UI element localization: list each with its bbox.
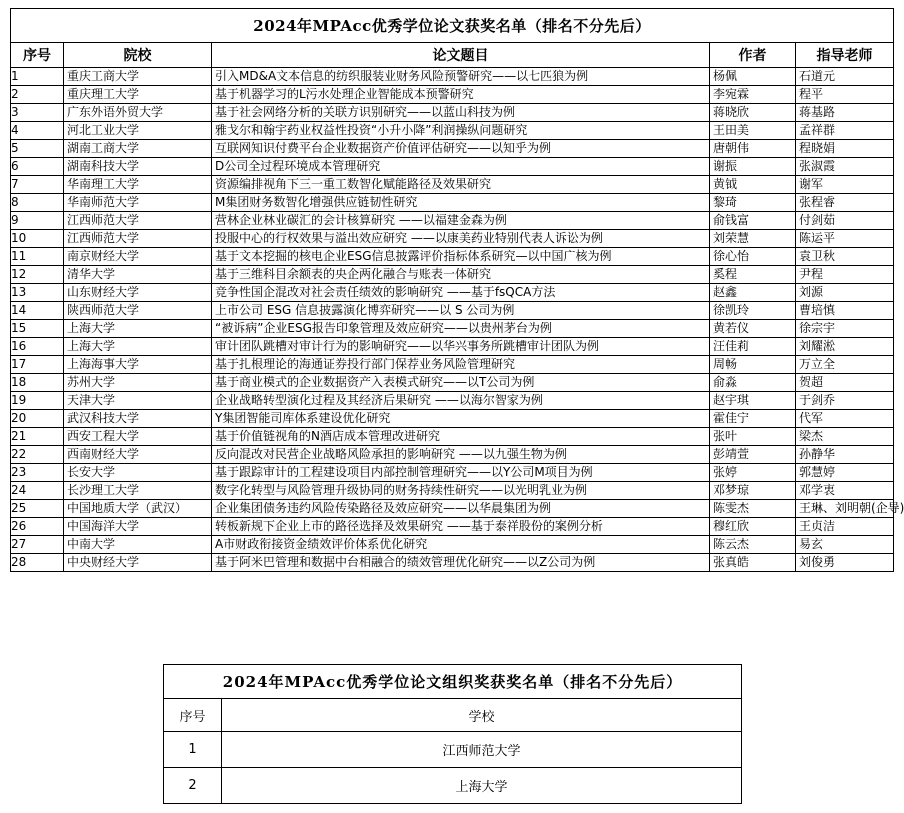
- award-cell-thesis-title: D公司全过程环境成本管理研究: [212, 158, 710, 176]
- award-cell-author: 赵宇琪: [710, 392, 796, 410]
- award-cell-school: 湖南工商大学: [64, 140, 212, 158]
- award-cell-thesis-title: Y集团智能司库体系建设优化研究: [212, 410, 710, 428]
- award-row: [11, 320, 894, 338]
- award-cell-school: 苏州大学: [64, 374, 212, 392]
- header-advisor: 指导老师: [796, 43, 894, 68]
- header-index: 序号: [11, 43, 64, 68]
- award-cell-author: 张真皓: [710, 554, 796, 572]
- award-cell-advisor: 邓学衷: [796, 482, 894, 500]
- award-row: [11, 68, 894, 86]
- award-cell-advisor: 刘耀淞: [796, 338, 894, 356]
- award-cell-index: 14: [11, 302, 64, 320]
- award-cell-author: 张叶: [710, 428, 796, 446]
- award-cell-index: 16: [11, 338, 64, 356]
- award-cell-advisor: 刘源: [796, 284, 894, 302]
- award-cell-thesis-title: 投服中心的行权效果与溢出效应研究 ——以康美药业特别代表人诉讼为例: [212, 230, 710, 248]
- award-cell-author: 徐心怡: [710, 248, 796, 266]
- award-row: [11, 176, 894, 194]
- award-cell-thesis-title: 雅戈尔和翰宇药业权益性投资“小升小降”利润操纵问题研究: [212, 122, 710, 140]
- award-cell-thesis-title: 营林企业林业碳汇的会计核算研究 ——以福建金森为例: [212, 212, 710, 230]
- award-row: [11, 122, 894, 140]
- award-cell-advisor: 张程睿: [796, 194, 894, 212]
- award-cell-author: 黎琦: [710, 194, 796, 212]
- award-cell-school: 河北工业大学: [64, 122, 212, 140]
- award-row: [11, 248, 894, 266]
- award-cell-thesis-title: 基于三维科目余额表的央企两化融合与账表一体研究: [212, 266, 710, 284]
- award-cell-author: 俞钱富: [710, 212, 796, 230]
- award-row: [11, 104, 894, 122]
- award-cell-thesis-title: 基于机器学习的L污水处理企业智能成本预警研究: [212, 86, 710, 104]
- award-cell-author: 张婷: [710, 464, 796, 482]
- award-cell-thesis-title: 企业集团债务违约风险传染路径及效应研究——以华晨集团为例: [212, 500, 710, 518]
- award-cell-advisor: 蒋基路: [796, 104, 894, 122]
- award-cell-school: 陕西师范大学: [64, 302, 212, 320]
- award-cell-advisor: 郭慧婷: [796, 464, 894, 482]
- award-cell-index: 21: [11, 428, 64, 446]
- award-cell-author: 汪佳莉: [710, 338, 796, 356]
- award-cell-advisor: 石道元: [796, 68, 894, 86]
- award-cell-index: 5: [11, 140, 64, 158]
- award-cell-author: 穆红欣: [710, 518, 796, 536]
- org-award-cell-school: 上海大学: [222, 768, 742, 804]
- org-award-row: [164, 732, 742, 768]
- award-cell-index: 27: [11, 536, 64, 554]
- award-cell-advisor: 徐宗宇: [796, 320, 894, 338]
- award-cell-author: 谢振: [710, 158, 796, 176]
- award-cell-index: 10: [11, 230, 64, 248]
- award-cell-index: 25: [11, 500, 64, 518]
- award-cell-index: 2: [11, 86, 64, 104]
- award-cell-index: 19: [11, 392, 64, 410]
- award-cell-advisor: 张淑霞: [796, 158, 894, 176]
- org-award-cell-index: 1: [164, 732, 222, 768]
- award-row: [11, 158, 894, 176]
- award-cell-index: 22: [11, 446, 64, 464]
- award-row: [11, 266, 894, 284]
- award-cell-school: 西南财经大学: [64, 446, 212, 464]
- award-cell-thesis-title: 基于社会网络分析的关联方识别研究——以蓝山科技为例: [212, 104, 710, 122]
- award-cell-school: 中国海洋大学: [64, 518, 212, 536]
- header-author: 作者: [710, 43, 796, 68]
- award-cell-advisor: 代军: [796, 410, 894, 428]
- award-cell-thesis-title: 数字化转型与风险管理升级协同的财务持续性研究——以光明乳业为例: [212, 482, 710, 500]
- award-cell-thesis-title: 上市公司 ESG 信息披露演化博弈研究——以 S 公司为例: [212, 302, 710, 320]
- award-cell-school: 长安大学: [64, 464, 212, 482]
- award-cell-author: 唐朝伟: [710, 140, 796, 158]
- award-cell-author: 俞淼: [710, 374, 796, 392]
- award-cell-advisor: 梁杰: [796, 428, 894, 446]
- award-cell-index: 7: [11, 176, 64, 194]
- award-cell-thesis-title: 企业战略转型演化过程及其经济后果研究 ——以海尔智家为例: [212, 392, 710, 410]
- award-cell-advisor: 贺超: [796, 374, 894, 392]
- award-cell-index: 12: [11, 266, 64, 284]
- award-row: [11, 446, 894, 464]
- award-cell-thesis-title: 基于扎根理论的海通证券投行部门保荐业务风险管理研究: [212, 356, 710, 374]
- award-cell-thesis-title: 资源编排视角下三一重工数智化赋能路径及效果研究: [212, 176, 710, 194]
- award-cell-index: 15: [11, 320, 64, 338]
- award-cell-advisor: 于剑乔: [796, 392, 894, 410]
- award-cell-advisor: 程平: [796, 86, 894, 104]
- award-cell-school: 西安工程大学: [64, 428, 212, 446]
- award-cell-thesis-title: 基于价值链视角的N酒店成本管理改进研究: [212, 428, 710, 446]
- award-cell-school: 重庆理工大学: [64, 86, 212, 104]
- award-cell-school: 江西师范大学: [64, 212, 212, 230]
- award-cell-advisor: 孟祥群: [796, 122, 894, 140]
- award-row: [11, 554, 894, 572]
- award-cell-school: 长沙理工大学: [64, 482, 212, 500]
- award-cell-school: 上海海事大学: [64, 356, 212, 374]
- award-row: [11, 410, 894, 428]
- award-cell-advisor: 易玄: [796, 536, 894, 554]
- award-cell-school: 江西师范大学: [64, 230, 212, 248]
- header-thesis-title: 论文题目: [212, 43, 710, 68]
- award-row: [11, 356, 894, 374]
- award-cell-author: 徐凯玲: [710, 302, 796, 320]
- award-row: [11, 140, 894, 158]
- award-row: [11, 428, 894, 446]
- award-cell-author: 陈云杰: [710, 536, 796, 554]
- award-row: [11, 536, 894, 554]
- award-list-body: [11, 68, 904, 572]
- award-cell-school: 中国地质大学（武汉）: [64, 500, 212, 518]
- award-cell-thesis-title: 审计团队跳槽对审计行为的影响研究——以华兴事务所跳槽审计团队为例: [212, 338, 710, 356]
- award-row: [11, 86, 894, 104]
- award-cell-thesis-title: A市财政衔接资金绩效评价体系优化研究: [212, 536, 710, 554]
- award-cell-author: 杨佩: [710, 68, 796, 86]
- award-cell-advisor: 谢军: [796, 176, 894, 194]
- org-award-cell-school: 江西师范大学: [222, 732, 742, 768]
- org-award-body: [164, 732, 742, 804]
- award-cell-thesis-title: “被诉病”企业ESG报告印象管理及效应研究——以贵州茅台为例: [212, 320, 710, 338]
- award-cell-school: 华南师范大学: [64, 194, 212, 212]
- header-school: 院校: [64, 43, 212, 68]
- award-row: [11, 392, 894, 410]
- award-cell-thesis-title: M集团财务数智化增强供应链韧性研究: [212, 194, 710, 212]
- award-cell-school: 华南理工大学: [64, 176, 212, 194]
- award-cell-author: 彭靖萱: [710, 446, 796, 464]
- award-list-title: 2024年MPAcc优秀学位论文获奖名单（排名不分先后）: [11, 9, 894, 43]
- award-cell-school: 广东外语外贸大学: [64, 104, 212, 122]
- award-cell-advisor: 袁卫秋: [796, 248, 894, 266]
- award-cell-advisor: 尹程: [796, 266, 894, 284]
- award-row: [11, 482, 894, 500]
- award-cell-thesis-title: 引入MD&A文本信息的纺织服装业财务风险预警研究——以七匹狼为例: [212, 68, 710, 86]
- award-cell-advisor: 刘俊勇: [796, 554, 894, 572]
- award-cell-author: 黄钺: [710, 176, 796, 194]
- award-cell-advisor: 王琳、刘明朝(企导): [796, 500, 894, 518]
- award-cell-thesis-title: 基于阿米巴管理和数据中台相融合的绩效管理优化研究——以Z公司为例: [212, 554, 710, 572]
- award-cell-index: 18: [11, 374, 64, 392]
- award-cell-thesis-title: 互联网知识付费平台企业数据资产价值评估研究——以知乎为例: [212, 140, 710, 158]
- award-cell-author: 邓梦琼: [710, 482, 796, 500]
- org-award-cell-index: 2: [164, 768, 222, 804]
- award-cell-school: 山东财经大学: [64, 284, 212, 302]
- award-cell-index: 26: [11, 518, 64, 536]
- award-cell-school: 武汉科技大学: [64, 410, 212, 428]
- award-cell-author: 赵鑫: [710, 284, 796, 302]
- award-cell-index: 13: [11, 284, 64, 302]
- award-cell-index: 6: [11, 158, 64, 176]
- award-cell-thesis-title: 基于跟踪审计的工程建设项目内部控制管理研究——以Y公司M项目为例: [212, 464, 710, 482]
- award-row: [11, 338, 894, 356]
- award-cell-advisor: 万立全: [796, 356, 894, 374]
- award-cell-index: 28: [11, 554, 64, 572]
- award-cell-advisor: 陈运平: [796, 230, 894, 248]
- award-cell-thesis-title: 基于文本挖掘的核电企业ESG信息披露评价指标体系研究—以中国广核为例: [212, 248, 710, 266]
- award-row: [11, 230, 894, 248]
- award-row: [11, 194, 894, 212]
- award-cell-author: 霍佳宁: [710, 410, 796, 428]
- award-cell-school: 上海大学: [64, 338, 212, 356]
- award-cell-advisor: 曹培慎: [796, 302, 894, 320]
- award-cell-advisor: 孙静华: [796, 446, 894, 464]
- award-cell-index: 8: [11, 194, 64, 212]
- award-cell-index: 17: [11, 356, 64, 374]
- award-cell-author: 王田美: [710, 122, 796, 140]
- award-row: [11, 212, 894, 230]
- award-cell-thesis-title: 转板新规下企业上市的路径选择及效果研究 ——基于泰祥股份的案例分析: [212, 518, 710, 536]
- org-award-title: 2024年MPAcc优秀学位论文组织奖获奖名单（排名不分先后）: [164, 665, 742, 699]
- award-cell-author: 陈雯杰: [710, 500, 796, 518]
- award-cell-advisor: 付剑茹: [796, 212, 894, 230]
- award-row: [11, 374, 894, 392]
- award-cell-advisor: 王贞洁: [796, 518, 894, 536]
- org-award-row: [164, 768, 742, 804]
- award-cell-index: 9: [11, 212, 64, 230]
- award-cell-school: 重庆工商大学: [64, 68, 212, 86]
- award-cell-thesis-title: 反向混改对民营企业战略风险承担的影响研究 ——以九强生物为例: [212, 446, 710, 464]
- award-row: [11, 464, 894, 482]
- award-cell-author: 蒋晓欣: [710, 104, 796, 122]
- award-cell-author: 奚程: [710, 266, 796, 284]
- award-cell-index: 4: [11, 122, 64, 140]
- award-cell-index: 11: [11, 248, 64, 266]
- award-cell-author: 刘荣慧: [710, 230, 796, 248]
- award-cell-index: 23: [11, 464, 64, 482]
- award-cell-advisor: 程晓娟: [796, 140, 894, 158]
- award-cell-thesis-title: 竞争性国企混改对社会责任绩效的影响研究 ——基于fsQCA方法: [212, 284, 710, 302]
- award-row: [11, 284, 894, 302]
- award-cell-author: 周畅: [710, 356, 796, 374]
- award-cell-index: 20: [11, 410, 64, 428]
- award-cell-index: 24: [11, 482, 64, 500]
- award-list-table: [10, 8, 904, 572]
- award-cell-school: 中南大学: [64, 536, 212, 554]
- award-cell-school: 清华大学: [64, 266, 212, 284]
- award-cell-school: 湖南科技大学: [64, 158, 212, 176]
- award-cell-index: 3: [11, 104, 64, 122]
- award-cell-thesis-title: 基于商业模式的企业数据资产入表模式研究——以T公司为例: [212, 374, 710, 392]
- award-row: [11, 518, 894, 536]
- award-cell-index: 1: [11, 68, 64, 86]
- award-cell-school: 上海大学: [64, 320, 212, 338]
- award-cell-author: 黄若仪: [710, 320, 796, 338]
- award-cell-school: 天津大学: [64, 392, 212, 410]
- org-header-index: 序号: [164, 699, 222, 732]
- award-row: [11, 302, 894, 320]
- award-cell-school: 中央财经大学: [64, 554, 212, 572]
- award-cell-school: 南京财经大学: [64, 248, 212, 266]
- award-row: [11, 500, 894, 518]
- org-award-table: [163, 664, 742, 804]
- org-header-school: 学校: [222, 699, 742, 732]
- award-cell-author: 李宛霖: [710, 86, 796, 104]
